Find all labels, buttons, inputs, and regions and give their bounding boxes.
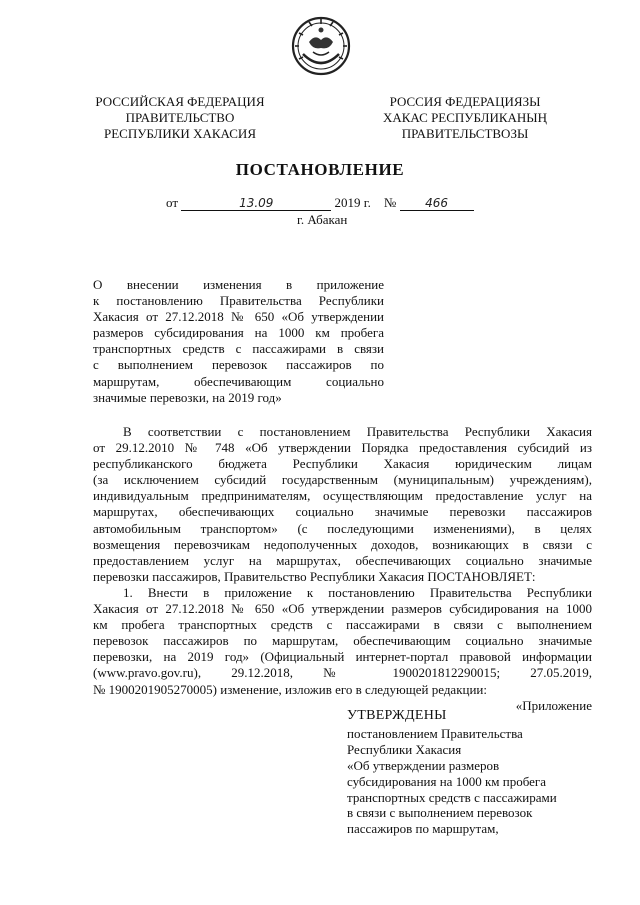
subject-line: к постановлению Правительства Республики (93, 293, 384, 309)
approved-line: субсидирования на 1000 км пробега (347, 773, 547, 789)
date-prefix: от (166, 195, 179, 210)
body-line: перевозки пассажиров, Правительство Республики Хакасия ПОСТАНОВЛЯЕТ: (93, 568, 536, 584)
body-line: В соответствии с постановлением Правительства Республики Хакасия (123, 424, 592, 439)
header-left-line: ПРАВИТЕЛЬСТВО (125, 110, 235, 125)
header-left (80, 94, 280, 142)
approved-heading: УТВЕРЖДЕНЫ (347, 708, 447, 723)
date-year: 2019 г. (334, 195, 371, 210)
body-line: (за исключением субсидий государственным (муниципальным) учреждениям), (93, 472, 592, 488)
body-line: перевозки, на 2019 год» (Официальный интернет-портал правовой информации (93, 649, 592, 665)
subject-line: с выполнением перевозок пассажиров по (93, 357, 384, 373)
approved-line: Республики Хакасия (347, 741, 462, 757)
city: г. Абакан (297, 212, 348, 227)
header-right (365, 94, 565, 142)
approved-line: в связи с выполнением перевозок (347, 805, 533, 821)
body-line: перевозок пассажиров по маршрутам, обеспечивающим социально значимые (93, 633, 592, 649)
date-line (166, 195, 474, 211)
document-body (93, 424, 592, 714)
header-left-line: РОССИЙСКАЯ ФЕДЕРАЦИЯ (95, 94, 265, 109)
subject-line: Хакасия от 27.12.2018 № 650 «Об утверждении (93, 309, 384, 325)
header-right-line: ПРАВИТЕЛЬСТВОЗЫ (401, 126, 529, 141)
subject-line: размеров субсидирования на 1000 км пробега (93, 325, 384, 341)
body-line: автомобильным транспортом» (с последующими изменениями), в целях (93, 520, 592, 536)
body-line: 1. Внести в приложение к постановлению Правительства Республики (123, 584, 592, 600)
approved-line: постановлением Правительства (347, 725, 523, 741)
body-line: от 29.12.2010 № 748 «Об утверждении Порядка предоставления субсидий из (93, 440, 592, 456)
subject-line: значимые перевозки, на 2019 год» (93, 389, 282, 405)
coat-of-arms-icon (291, 16, 351, 76)
body-line: (www.pravo.gov.ru), 29.12.2018, № 1900201812290015; 27.05.2019, (93, 665, 592, 681)
body-line: индивидуальным предпринимателям, осуществляющим предоставление услуг на (93, 488, 592, 504)
subject-line: маршрутам, обеспечивающим социально (93, 373, 384, 389)
header-right-line: ХАКАС РЕСПУБЛИКАНЫҢ (382, 110, 548, 125)
approved-line: транспортных средств с пассажирами (347, 789, 557, 805)
appendix-label: «Приложение (515, 697, 592, 713)
body-line: предоставлением услуг на маршрутах, обеспечивающих социально значимые (93, 552, 592, 568)
header-right-line: РОССИЯ ФЕДЕРАЦИЯЗЫ (389, 94, 541, 109)
body-line: возмещения перевозчикам недополученных доходов, возникающих в связи с (93, 536, 592, 552)
body-line: Хакасия от 27.12.2018 № 650 «Об утверждении размеров субсидирования на 1000 (93, 601, 592, 617)
date-day-month: 13.09 (181, 196, 331, 211)
approval-block (347, 708, 587, 837)
number-sign: № (383, 195, 397, 210)
body-line: республиканского бюджета Республики Хакасия юридическим лицам (93, 456, 592, 472)
body-line: № 1900201905270005) изменение, изложив его в следующей редакции: (93, 681, 487, 697)
subject-line: О внесении изменения в приложение (93, 277, 384, 292)
document-title: ПОСТАНОВЛЕНИЕ (235, 160, 405, 179)
header-left-line: РЕСПУБЛИКИ ХАКАСИЯ (103, 126, 256, 141)
document-number: 466 (400, 196, 474, 211)
document-subject (93, 277, 384, 406)
approved-line: «Об утверждении размеров (347, 757, 500, 773)
approved-line: пассажиров по маршрутам, (347, 821, 499, 837)
body-line: маршрутах, обеспечивающих социально значимые перевозки пассажиров (93, 504, 592, 520)
subject-line: транспортных средств с пассажирами в связи (93, 341, 384, 357)
body-line: км пробега транспортных средств с пассажирами в связи с выполнением (93, 617, 592, 633)
